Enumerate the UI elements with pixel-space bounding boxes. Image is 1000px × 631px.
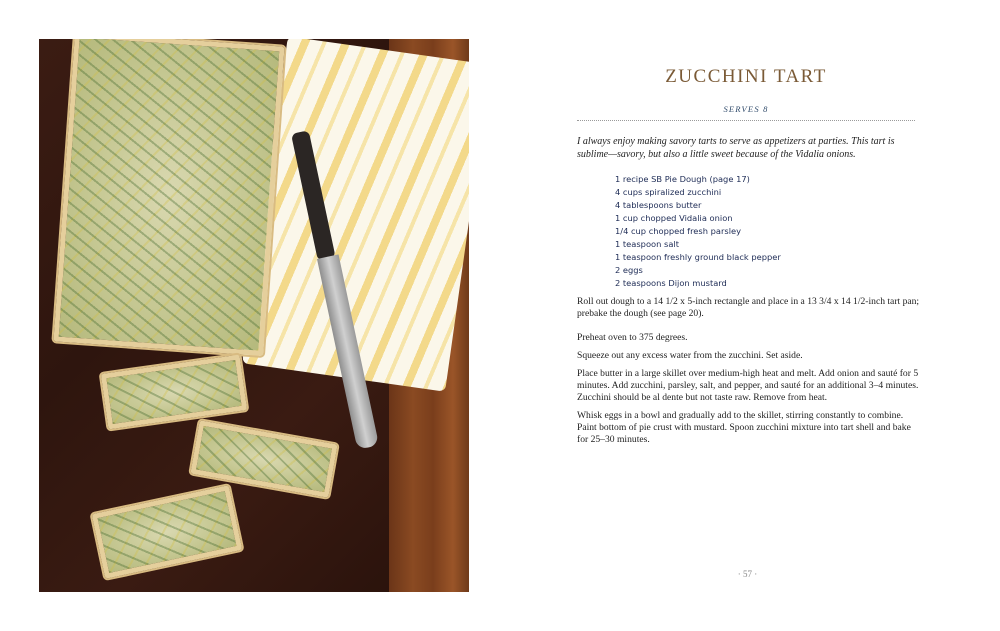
recipe-photo — [39, 39, 469, 592]
step-paragraph: Place butter in a large skillet over medium-high heat and melt. Add onion and sauté for 5 minutes. Add zucchini, parsley, salt, and pepper, and sauté for an additional 3–4 minutes. Zucchini should be al dente but not taste raw. Remove from heat. — [577, 368, 919, 403]
ingredient-item: 1 recipe SB Pie Dough (page 17) — [615, 174, 750, 184]
divider — [577, 120, 915, 121]
ingredient-item: 1 teaspoon salt — [615, 239, 679, 249]
step-paragraph: Whisk eggs in a bowl and gradually add to the skillet, stirring constantly to combine. Paint bottom of pie crust with mustard. Spoon zucchini mixture into tart shell and bake for 25–30 minutes. — [577, 410, 911, 445]
step-paragraph: Squeeze out any excess water from the zucchini. Set aside. — [577, 350, 803, 361]
ingredient-item: 1 teaspoon freshly ground black pepper — [615, 252, 781, 262]
ingredient-item: 2 teaspoons Dijon mustard — [615, 278, 727, 288]
whole-tart — [53, 39, 284, 356]
ingredient-item: 1/4 cup chopped fresh parsley — [615, 226, 742, 236]
recipe-intro: I always enjoy making savory tarts to serve as appetizers at parties. This tart is sublime—savory, but also a little sweet because of the Vidalia onions. — [577, 136, 895, 160]
serves-label: SERVES 8 — [723, 104, 769, 114]
ingredient-list — [615, 173, 781, 290]
step-paragraph: Roll out dough to a 14 1/2 x 5-inch rectangle and place in a 13 3/4 x 14 1/2-inch tart pan; prebake the dough (see page 20). — [577, 296, 920, 319]
ingredient-item: 4 tablespoons butter — [615, 200, 702, 210]
ingredient-item: 4 cups spiralized zucchini — [615, 187, 722, 197]
page-number: · 57 · — [737, 569, 758, 579]
recipe-steps — [577, 296, 922, 452]
step-paragraph: Preheat oven to 375 degrees. — [577, 332, 688, 343]
ingredient-item: 1 cup chopped Vidalia onion — [615, 213, 733, 223]
recipe-title: ZUCCHINI TART — [665, 66, 827, 87]
ingredient-item: 2 eggs — [615, 265, 643, 275]
